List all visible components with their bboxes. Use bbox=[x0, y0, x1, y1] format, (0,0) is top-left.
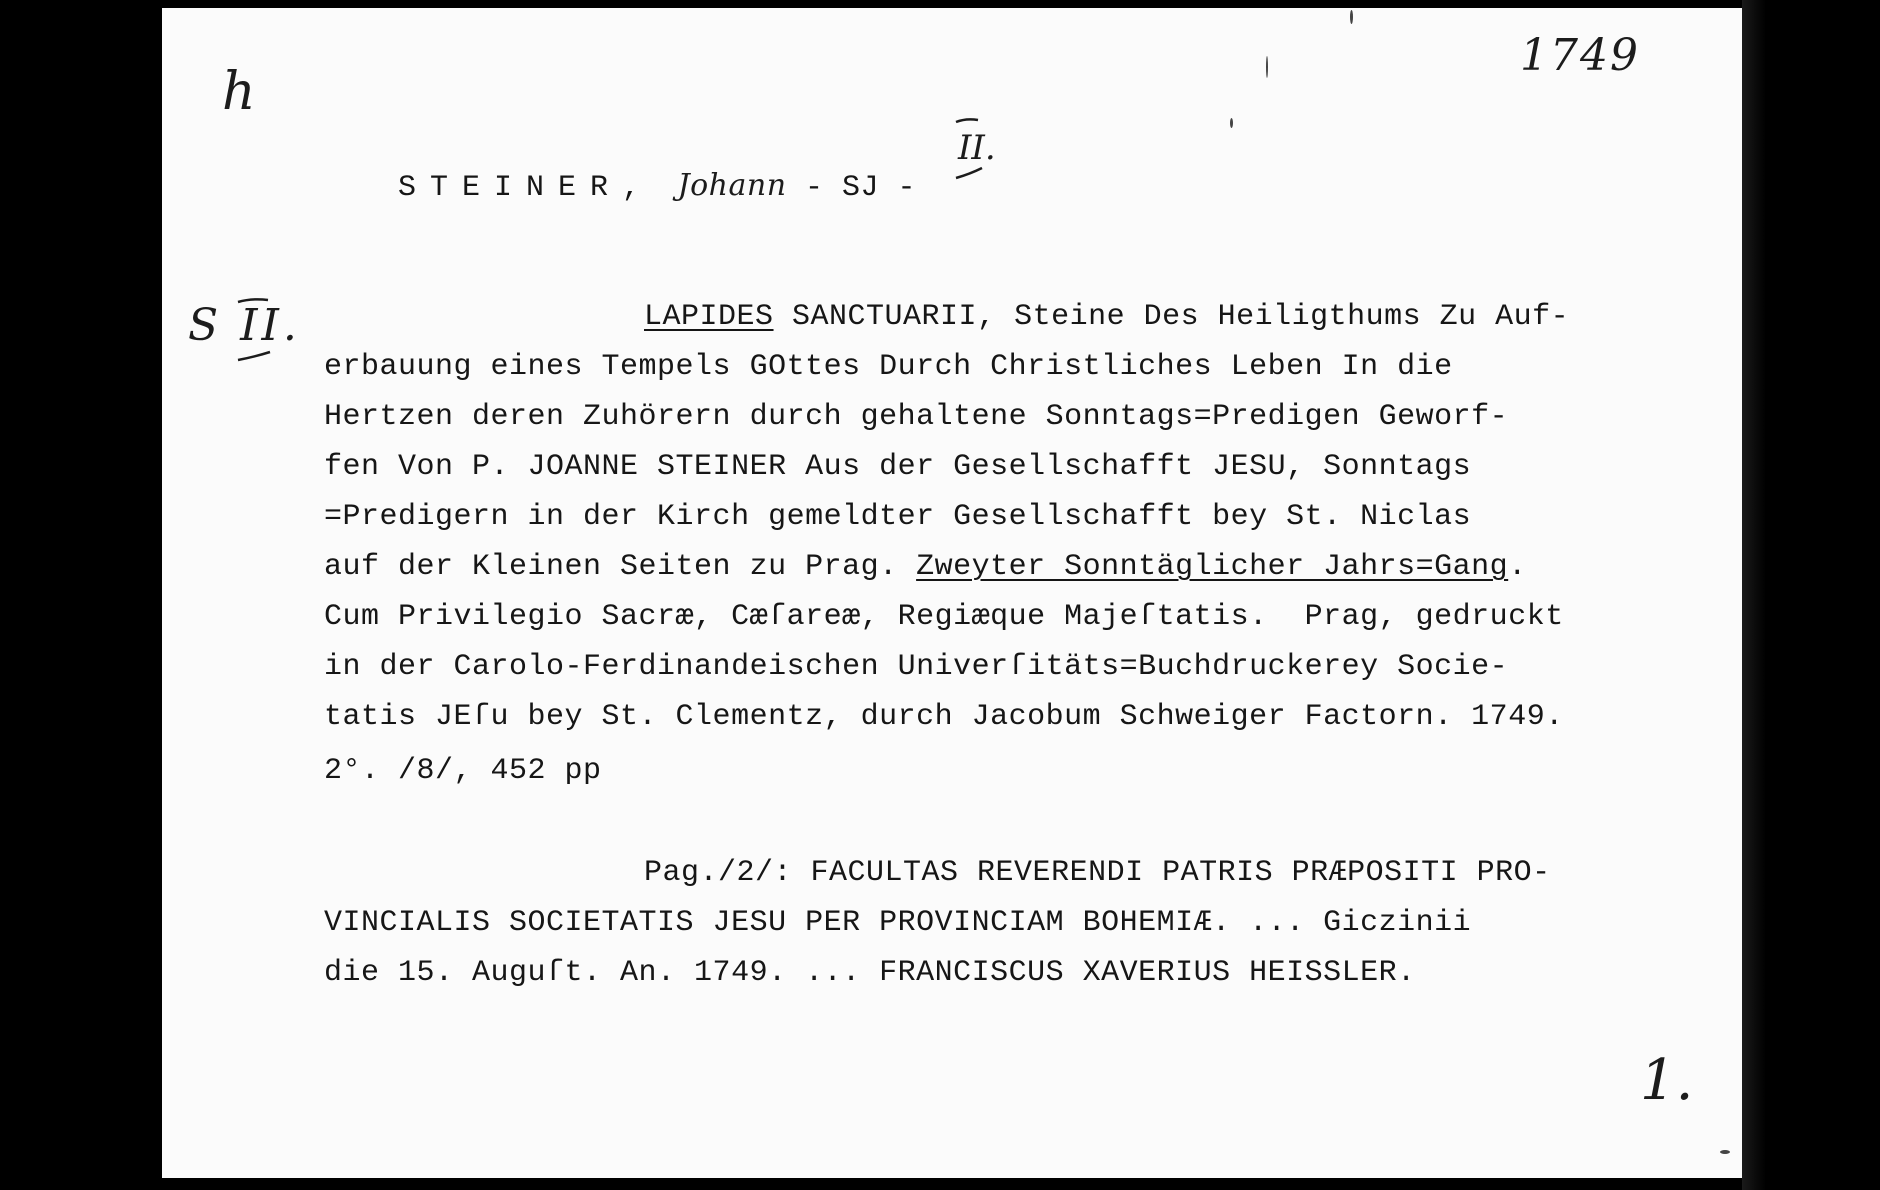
entry-collation: 2°. /8/, 452 pp bbox=[324, 754, 602, 788]
scan-speck bbox=[1230, 118, 1233, 128]
entry-line-1-rest: SANCTUARII, Steine Des Heiligthums Zu Auf- bbox=[773, 300, 1570, 334]
author-given-name: Johann bbox=[677, 168, 787, 203]
handwritten-corner-mark: h bbox=[222, 62, 256, 122]
entry-line-6-prefix: auf der Kleinen Seiten zu Prag. bbox=[324, 550, 917, 584]
heading-separator: , bbox=[622, 171, 641, 205]
handwritten-year: 1749 bbox=[1520, 30, 1640, 81]
scan-speck bbox=[1350, 10, 1353, 24]
note-line-2: VINCIALIS SOCIETATIS JESU PER PROVINCIAM BOHEMIÆ. ... Giczinii bbox=[324, 906, 1472, 940]
author-surname: STEINER bbox=[398, 171, 623, 205]
note-line-1: Pag./2/: FACULTAS REVERENDI PATRIS PRÆPOSITI PRO- bbox=[644, 856, 1551, 890]
author-heading bbox=[324, 134, 916, 239]
handwritten-card-number: 1. bbox=[1640, 1048, 1694, 1113]
scan-speck bbox=[1720, 1150, 1730, 1154]
entry-line-6-suffix: . bbox=[1508, 550, 1527, 584]
entry-title-underlined: LAPIDES bbox=[644, 300, 774, 334]
religious-order: - SJ - bbox=[805, 171, 917, 205]
entry-line-3: Hertzen deren Zuhörern durch gehaltene Sonntags=Predigen Geworf- bbox=[324, 400, 1509, 434]
entry-line-6 bbox=[324, 550, 1527, 584]
entry-line-1 bbox=[644, 300, 1569, 334]
entry-line-5: =Predigern in der Kirch gemeldter Gesellschafft bey St. Niclas bbox=[324, 500, 1472, 534]
handwritten-shelf-mark: S II. bbox=[188, 300, 301, 351]
handwritten-roman-numeral: II. bbox=[958, 128, 996, 168]
entry-line-2: erbauung eines Tempels GOttes Durch Christliches Leben In die bbox=[324, 350, 1453, 384]
scan-speck bbox=[1266, 56, 1268, 78]
note-line-3: die 15. Auguſt. An. 1749. ... FRANCISCUS XAVERIUS HEISSLER. bbox=[324, 956, 1416, 990]
entry-line-8: in der Carolo-Ferdinandeischen Univerſitäts=Buchdruckerey Socie- bbox=[324, 650, 1509, 684]
scan-edge-shadow bbox=[1742, 0, 1782, 1190]
entry-line-9: tatis JEſu bey St. Clementz, durch Jacobum Schweiger Factorn. 1749. bbox=[324, 700, 1564, 734]
entry-line-7: Cum Privilegio Sacræ, Cæſareæ, Regiæque Majeſtatis. Prag, gedruckt bbox=[324, 600, 1564, 634]
entry-volume-underlined: Zweyter Sonntäglicher Jahrs=Gang bbox=[916, 550, 1509, 584]
entry-line-4: fen Von P. JOANNE STEINER Aus der Gesellschafft JESU, Sonntags bbox=[324, 450, 1472, 484]
